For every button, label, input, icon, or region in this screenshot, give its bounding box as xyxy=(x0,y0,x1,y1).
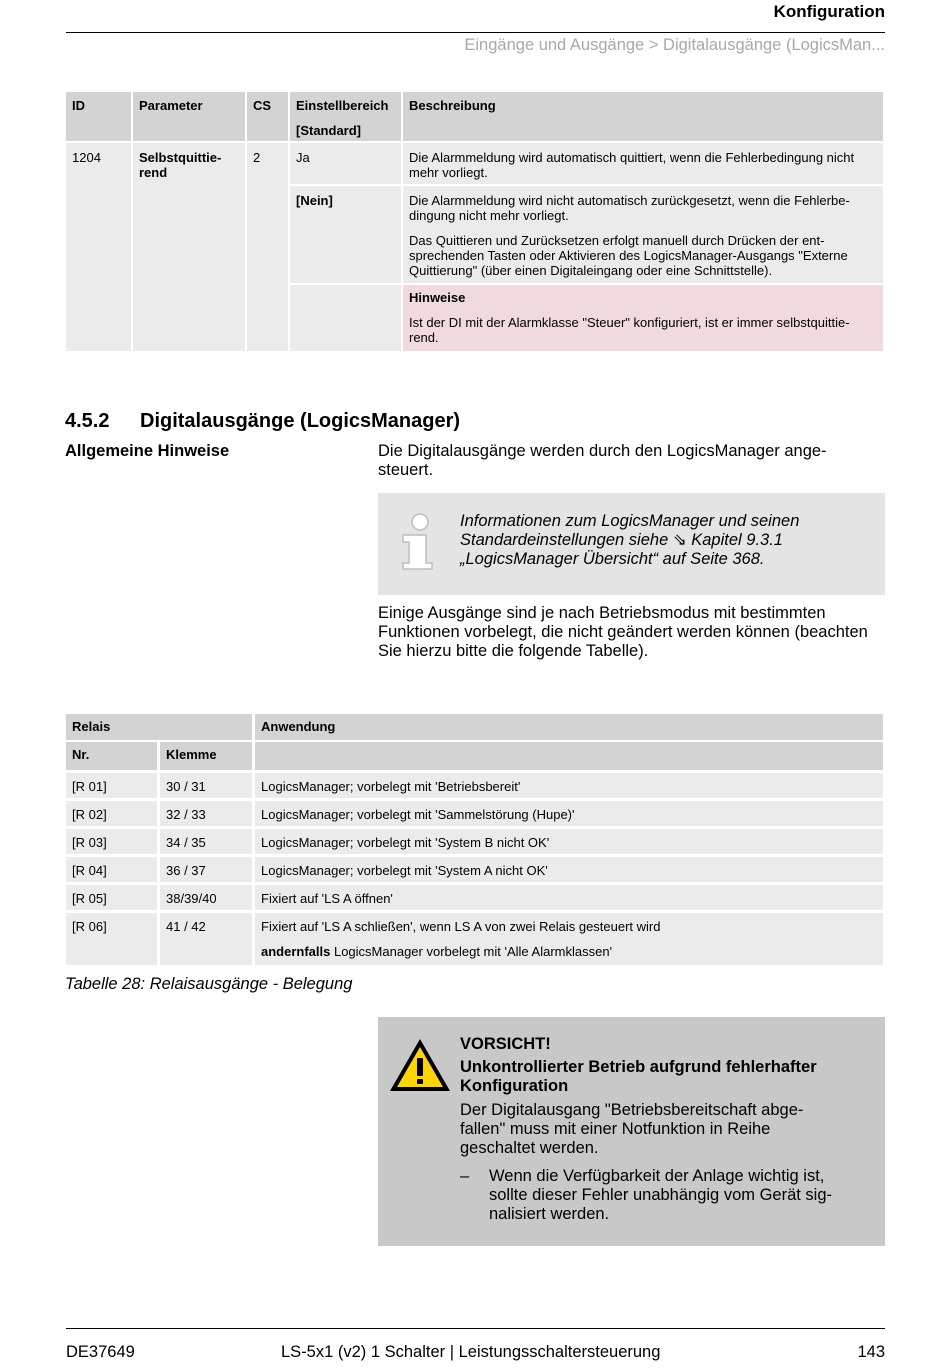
footer-doc-id: DE37649 xyxy=(66,1343,135,1361)
relay-anwendung: LogicsManager; vorbelegt mit 'Betriebsbereit' xyxy=(255,773,883,798)
relay-klemme: 32 / 33 xyxy=(160,801,252,826)
header-empty xyxy=(255,742,883,770)
note-title: Hinweise xyxy=(409,290,466,305)
header-range-label: Einstellbereich xyxy=(296,98,389,113)
relay-nr: [R 05] xyxy=(66,885,157,910)
relay-nr: [R 06] xyxy=(66,913,157,965)
warning-bullet xyxy=(489,1167,832,1224)
note-line: rend. xyxy=(409,330,439,345)
warning-triangle-icon xyxy=(388,1037,452,1093)
relay-klemme: 38/39/40 xyxy=(160,885,252,910)
paragraph-2 xyxy=(378,604,868,661)
relay-klemme: 36 / 37 xyxy=(160,857,252,882)
desc-line: dingung nicht mehr vorliegt. xyxy=(409,208,569,223)
relay-anwendung: LogicsManager; vorbelegt mit 'Sammelstörung (Hupe)' xyxy=(255,801,883,826)
header-range xyxy=(290,92,401,141)
side-label: Allgemeine Hinweise xyxy=(65,442,230,460)
footer-product: LS-5x1 (v2) 1 Schalter | Leistungsschaltersteuerung xyxy=(281,1343,661,1361)
relay-anwendung: Fixiert auf 'LS A schließen', wenn LS A von zwei Relais gesteuert wird xyxy=(261,919,661,934)
relay-anwendung: Fixiert auf 'LS A öffnen' xyxy=(255,885,883,910)
link-arrow-icon: ⇘ xyxy=(672,531,692,549)
relay-klemme: 41 / 42 xyxy=(160,913,252,965)
info-line-with-link xyxy=(460,531,860,550)
header-description: Beschreibung xyxy=(403,92,883,141)
para-line: steuert. xyxy=(378,461,434,479)
warning-subtitle xyxy=(460,1058,817,1096)
relay-anwendung-multiline xyxy=(255,913,883,965)
subtitle-line: Unkontrollierter Betrieb aufgrund fehlerhafter xyxy=(460,1058,817,1076)
section-number: 4.5.2 xyxy=(65,410,110,432)
header-id: ID xyxy=(66,92,131,141)
relay-klemme: 34 / 35 xyxy=(160,829,252,854)
row-id: 1204 xyxy=(66,143,131,351)
page-header-title: Konfiguration xyxy=(773,2,885,21)
relay-nr: [R 01] xyxy=(66,773,157,798)
para-line: Sie hierzu bitte die folgende Tabelle). xyxy=(378,642,649,660)
row-parameter xyxy=(133,143,245,351)
desc-line: mehr vorliegt. xyxy=(409,165,488,180)
footer-divider xyxy=(66,1328,885,1329)
section-title: Digitalausgänge (LogicsManager) xyxy=(140,410,461,432)
note-line: Ist der DI mit der Alarmklasse "Steuer" konfiguriert, ist er immer selbstquittie- xyxy=(409,315,850,330)
subtitle-line: Konfiguration xyxy=(460,1077,569,1095)
body-line: geschaltet werden. xyxy=(460,1139,599,1157)
option-ja-description xyxy=(403,143,883,184)
empty-cell xyxy=(290,285,401,351)
bullet-line: sollte dieser Fehler unabhängig vom Gerät sig- xyxy=(489,1186,833,1204)
header-parameter: Parameter xyxy=(133,92,245,141)
relay-anwendung: LogicsManager; vorbelegt mit 'System A nicht OK' xyxy=(255,857,883,882)
line-rest: LogicsManager vorbelegt mit 'Alle Alarmklassen' xyxy=(330,944,613,959)
breadcrumb: Eingänge und Ausgänge > Digitalausgänge (LogicsMan... xyxy=(464,36,885,54)
intro-paragraph xyxy=(378,442,827,480)
row-parameter-line2: rend xyxy=(139,165,168,180)
row-cs: 2 xyxy=(247,143,288,351)
info-text xyxy=(460,512,860,569)
bold-word: andernfalls xyxy=(261,944,331,959)
header-nr: Nr. xyxy=(66,742,157,770)
body-line: fallen" muss mit einer Notfunktion in Reihe xyxy=(460,1120,771,1138)
warning-title: VORSICHT! xyxy=(460,1035,551,1053)
desc-line: sprechenden Tasten oder Aktivieren des LogicsManager-Ausgangs "Externe xyxy=(409,248,848,263)
row-parameter-line1: Selbstquittie- xyxy=(139,150,222,165)
relay-anwendung: LogicsManager; vorbelegt mit 'System B nicht OK' xyxy=(255,829,883,854)
bullet-line: nalisiert werden. xyxy=(489,1205,610,1223)
option-ja: Ja xyxy=(290,143,401,184)
header-cs: CS xyxy=(247,92,288,141)
note-cell xyxy=(403,285,883,351)
warning-body xyxy=(460,1101,803,1158)
desc-line: Quittierung" (über einen Digitaleingang oder eine Schnittstelle). xyxy=(409,263,773,278)
info-line: Informationen zum LogicsManager und seinen xyxy=(460,512,800,530)
body-line: Der Digitalausgang "Betriebsbereitschaft abge- xyxy=(460,1101,804,1119)
header-klemme: Klemme xyxy=(160,742,252,770)
header-anwendung: Anwendung xyxy=(255,714,883,740)
relay-klemme: 30 / 31 xyxy=(160,773,252,798)
para-line: Einige Ausgänge sind je nach Betriebsmodus mit bestimmten xyxy=(378,604,826,622)
bullet-marker: – xyxy=(460,1167,470,1185)
chapter-link[interactable]: Kapitel 9.3.1 xyxy=(691,531,783,549)
table-caption: Tabelle 28: Relaisausgänge - Belegung xyxy=(65,975,353,993)
relay-nr: [R 02] xyxy=(66,801,157,826)
relay-nr: [R 04] xyxy=(66,857,157,882)
para-line: Die Digitalausgänge werden durch den LogicsManager ange- xyxy=(378,442,827,460)
header-divider xyxy=(66,32,885,33)
option-nein: [Nein] xyxy=(290,186,401,283)
info-icon xyxy=(400,513,434,571)
header-default-label: [Standard] xyxy=(296,123,361,138)
option-nein-description xyxy=(403,186,883,283)
relay-anwendung-line2 xyxy=(261,944,883,959)
info-box xyxy=(378,493,885,595)
para-line: Funktionen vorbelegt, die nicht geändert werden können (beachten xyxy=(378,623,868,641)
desc-line: Die Alarmmeldung wird nicht automatisch zurückgesetzt, wenn die Fehlerbe- xyxy=(409,193,850,208)
footer-page-number: 143 xyxy=(857,1343,885,1361)
info-line: Standardeinstellungen siehe xyxy=(460,531,673,549)
desc-line: Das Quittieren und Zurücksetzen erfolgt manuell durch Drücken der ent- xyxy=(409,233,825,248)
desc-line: Die Alarmmeldung wird automatisch quittiert, wenn die Fehlerbedingung nicht xyxy=(409,150,855,165)
header-relais: Relais xyxy=(66,714,252,740)
info-line[interactable]: „LogicsManager Übersicht“ auf Seite 368. xyxy=(460,550,765,568)
bullet-line: Wenn die Verfügbarkeit der Anlage wichtig ist, xyxy=(489,1167,825,1185)
relay-nr: [R 03] xyxy=(66,829,157,854)
warning-box xyxy=(378,1017,885,1246)
